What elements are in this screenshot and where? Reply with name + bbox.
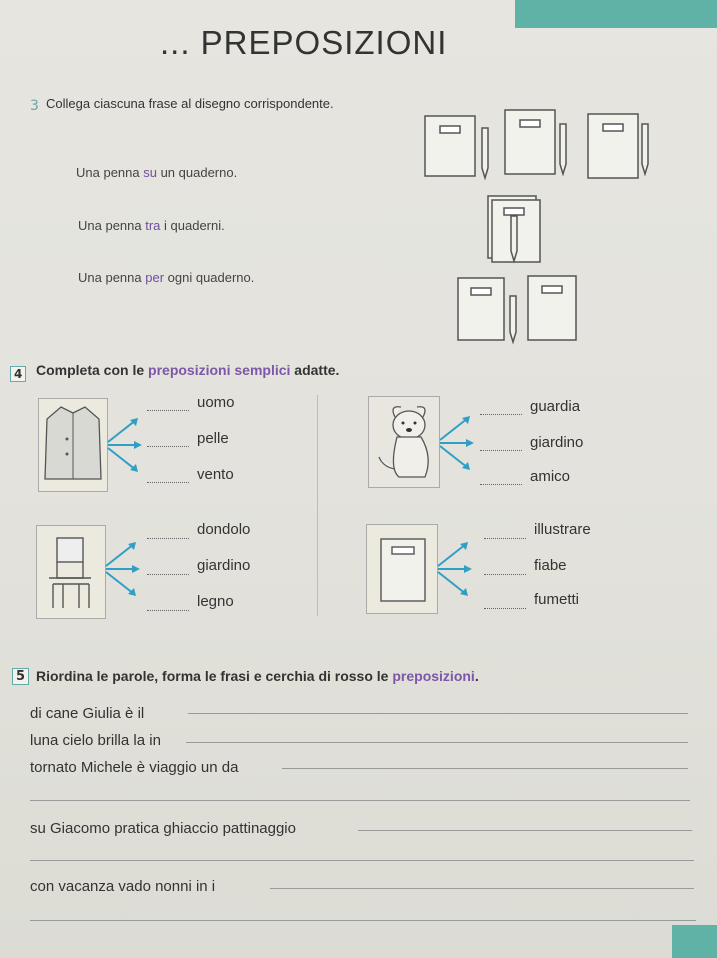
jacket-icon bbox=[39, 399, 107, 491]
exercise-4-instruction bbox=[36, 362, 339, 378]
sentence-after: ogni quaderno. bbox=[164, 270, 255, 285]
scrambled-words: di cane Giulia è il bbox=[30, 705, 145, 722]
exercise-3-sentence bbox=[76, 165, 237, 180]
jacket-arrows bbox=[106, 412, 146, 478]
book-arrows bbox=[436, 536, 476, 602]
scrambled-words: su Giacomo pratica ghiaccio pattinaggio bbox=[30, 820, 296, 837]
exercise-3-sentence bbox=[78, 270, 254, 285]
corner-teal-band bbox=[672, 925, 717, 958]
chair-icon bbox=[37, 526, 105, 618]
word-label: pelle bbox=[197, 430, 229, 447]
notebook-label-icon bbox=[471, 288, 491, 295]
pen-icon bbox=[510, 296, 516, 342]
answer-blank[interactable] bbox=[484, 608, 526, 609]
word-label: giardino bbox=[197, 557, 251, 574]
exercise-3-instruction: Collega ciascuna frase al disegno corrispondente. bbox=[46, 96, 334, 111]
sentence-after: i quaderni. bbox=[160, 218, 225, 233]
sentence-after: un quaderno. bbox=[156, 165, 238, 180]
instruction-part: . bbox=[474, 668, 479, 684]
scrambled-words: tornato Michele è viaggio un da bbox=[30, 759, 239, 776]
instruction-part: Riordina le parole, forma le frasi e cerchia di rosso le bbox=[36, 668, 393, 684]
answer-line[interactable] bbox=[270, 888, 694, 889]
word-label: vento bbox=[197, 466, 234, 483]
instruction-part: adatte. bbox=[290, 362, 340, 378]
word-label: giardino bbox=[530, 434, 584, 451]
exercise-5-instruction bbox=[36, 668, 479, 684]
top-teal-band bbox=[515, 0, 717, 28]
word-label: dondolo bbox=[197, 521, 251, 538]
notebook-label-icon bbox=[440, 126, 460, 133]
chair-arrows bbox=[104, 536, 144, 602]
exercise-3-number: 3 bbox=[30, 98, 39, 114]
pen-icon bbox=[482, 128, 488, 178]
instruction-part: Completa con le bbox=[36, 362, 149, 378]
scrambled-words: con vacanza vado nonni in i bbox=[30, 878, 216, 895]
exercise-3-sentence bbox=[78, 218, 225, 233]
pen-icon bbox=[511, 216, 517, 261]
exercise-4-number: 4 bbox=[10, 366, 26, 382]
jacket-picture bbox=[38, 398, 108, 492]
answer-blank[interactable] bbox=[147, 482, 189, 483]
answer-blank[interactable] bbox=[147, 538, 189, 539]
word-label: illustrare bbox=[534, 521, 591, 538]
word-label: amico bbox=[530, 468, 571, 485]
word-label: uomo bbox=[197, 394, 235, 411]
pen-icon bbox=[560, 124, 566, 174]
answer-line[interactable] bbox=[282, 768, 688, 769]
sentence-before: Una penna bbox=[76, 165, 144, 180]
word-label: fiabe bbox=[534, 557, 567, 574]
book-icon bbox=[367, 525, 437, 613]
answer-blank[interactable] bbox=[147, 410, 189, 411]
chair-picture bbox=[36, 525, 106, 619]
answer-line[interactable] bbox=[30, 860, 694, 861]
sentence-preposition: su bbox=[143, 165, 157, 180]
dog-picture bbox=[368, 396, 440, 488]
page-title: ... PREPOSIZIONI bbox=[160, 24, 448, 61]
answer-line[interactable] bbox=[30, 800, 690, 801]
answer-blank[interactable] bbox=[480, 484, 522, 485]
answer-blank[interactable] bbox=[147, 574, 189, 575]
instruction-highlight: preposizioni bbox=[392, 668, 475, 684]
answer-blank[interactable] bbox=[484, 538, 526, 539]
answer-line[interactable] bbox=[358, 830, 692, 831]
answer-line[interactable] bbox=[30, 920, 696, 921]
pen-icon bbox=[642, 124, 648, 174]
exercise-5-number: 5 bbox=[12, 668, 29, 685]
scrambled-words: luna cielo brilla la in bbox=[30, 732, 161, 749]
sentence-before: Una penna bbox=[78, 270, 146, 285]
answer-blank[interactable] bbox=[147, 610, 189, 611]
dog-icon bbox=[369, 397, 439, 487]
word-label: legno bbox=[197, 593, 234, 610]
notebook-label-icon bbox=[520, 120, 540, 127]
notebook-label-icon bbox=[603, 124, 623, 131]
answer-blank[interactable] bbox=[147, 446, 189, 447]
notebook-label-icon bbox=[542, 286, 562, 293]
answer-line[interactable] bbox=[188, 713, 688, 714]
answer-line[interactable] bbox=[186, 742, 688, 743]
notebook-drawings bbox=[420, 108, 670, 348]
notebook-icon bbox=[425, 116, 475, 176]
answer-blank[interactable] bbox=[484, 574, 526, 575]
sentence-before: Una penna bbox=[78, 218, 146, 233]
notebook-label-icon bbox=[504, 208, 524, 215]
dog-arrows bbox=[438, 410, 478, 476]
answer-blank[interactable] bbox=[480, 450, 522, 451]
word-label: guardia bbox=[530, 398, 581, 415]
instruction-highlight: preposizioni semplici bbox=[148, 362, 291, 378]
sentence-preposition: tra bbox=[145, 218, 161, 233]
answer-blank[interactable] bbox=[480, 414, 522, 415]
sentence-preposition: per bbox=[145, 270, 165, 285]
word-label: fumetti bbox=[534, 591, 580, 608]
column-divider bbox=[317, 498, 318, 616]
book-picture bbox=[366, 524, 438, 614]
